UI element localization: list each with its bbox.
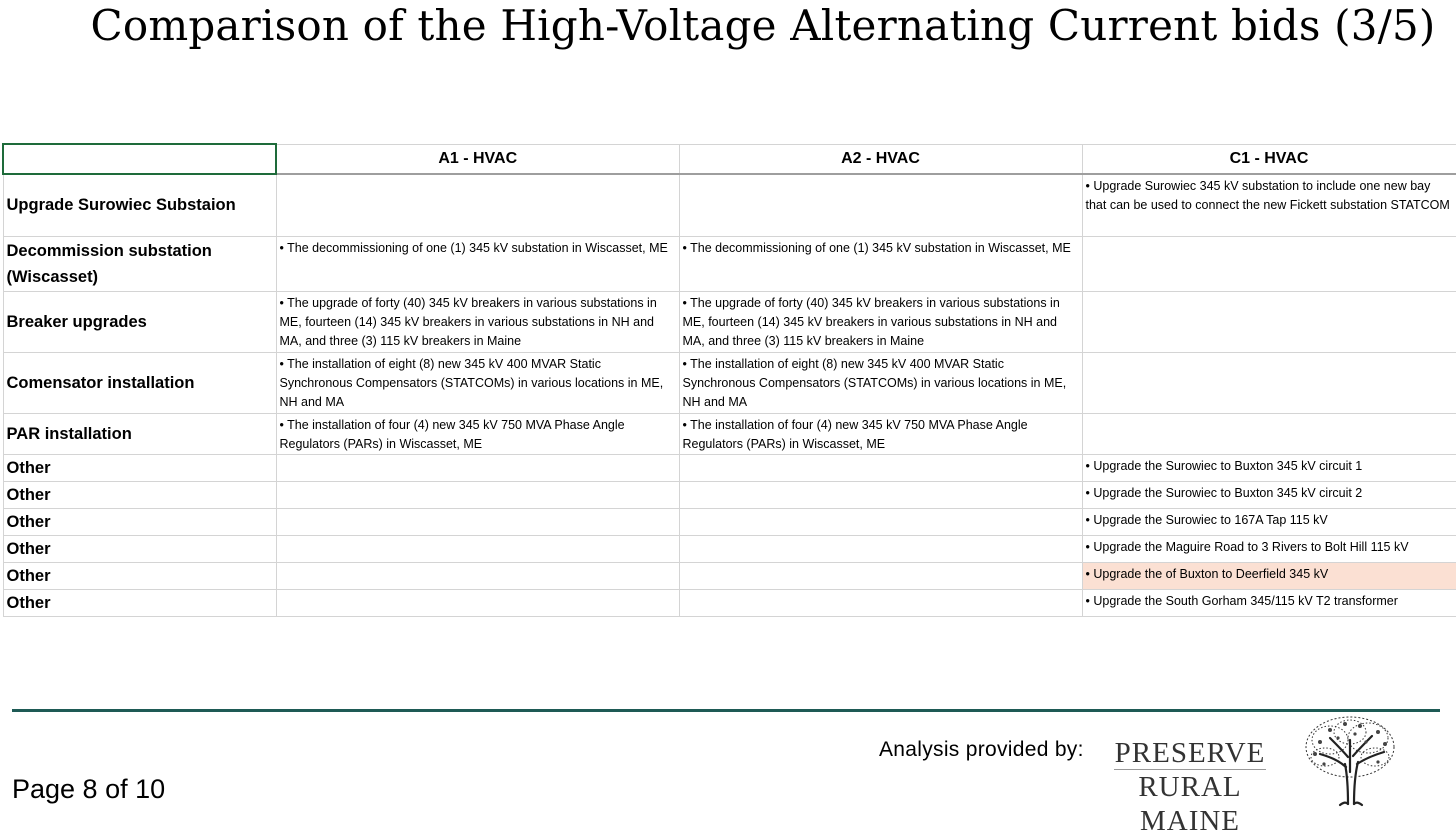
cell-a2[interactable]: • The installation of four (4) new 345 kV 750 MVA Phase Angle Regulators (PARs) in Wiscasset, ME: [679, 413, 1082, 454]
corner-cell[interactable]: [3, 144, 276, 174]
table-row: [3, 236, 1456, 291]
table-row: [3, 508, 1456, 535]
table-row: [3, 352, 1456, 413]
logo-line-2: RURAL MAINE: [1138, 771, 1242, 837]
header-row: [3, 144, 1456, 174]
cell-a2[interactable]: [679, 508, 1082, 535]
cell-a2[interactable]: [679, 589, 1082, 616]
row-label[interactable]: Comensator installation: [3, 352, 276, 413]
cell-a1[interactable]: [276, 535, 679, 562]
table-row: [3, 174, 1456, 236]
cell-a2[interactable]: • The upgrade of forty (40) 345 kV breakers in various substations in ME, fourteen (14) 345 kV breakers in various substations in NH and MA, and three (3) 115 kV breakers in Maine: [679, 291, 1082, 352]
cell-c1[interactable]: [1082, 352, 1456, 413]
row-label[interactable]: PAR installation: [3, 413, 276, 454]
cell-c1[interactable]: • Upgrade the Surowiec to Buxton 345 kV circuit 1: [1082, 454, 1456, 481]
cell-c1[interactable]: [1082, 413, 1456, 454]
cell-a2[interactable]: • The decommissioning of one (1) 345 kV substation in Wiscasset, ME: [679, 236, 1082, 291]
cell-a1[interactable]: [276, 589, 679, 616]
cell-c1[interactable]: • Upgrade the Maguire Road to 3 Rivers to Bolt Hill 115 kV: [1082, 535, 1456, 562]
table-row: [3, 589, 1456, 616]
header-c1[interactable]: C1 - HVAC: [1082, 144, 1456, 174]
header-a2[interactable]: A2 - HVAC: [679, 144, 1082, 174]
cell-a2[interactable]: [679, 535, 1082, 562]
row-label[interactable]: Other: [3, 535, 276, 562]
row-label[interactable]: Breaker upgrades: [3, 291, 276, 352]
page-number: Page 8 of 10: [12, 774, 166, 804]
logo-line-1: PRESERVE: [1114, 737, 1266, 769]
cell-c1[interactable]: • Upgrade the Surowiec to 167A Tap 115 kV: [1082, 508, 1456, 535]
cell-a1[interactable]: • The upgrade of forty (40) 345 kV breakers in various substations in ME, fourteen (14) 345 kV breakers in various substations in NH and MA, and three (3) 115 kV breakers in Maine: [276, 291, 679, 352]
cell-a2[interactable]: [679, 562, 1082, 589]
cell-a2[interactable]: [679, 174, 1082, 236]
row-label[interactable]: Upgrade Surowiec Substaion: [3, 174, 276, 236]
row-label[interactable]: Other: [3, 562, 276, 589]
table-row: [3, 535, 1456, 562]
cell-a1[interactable]: • The decommissioning of one (1) 345 kV substation in Wiscasset, ME: [276, 236, 679, 291]
cell-a2[interactable]: • The installation of eight (8) new 345 kV 400 MVAR Static Synchronous Compensators (STATCOMs) in various locations in ME, NH and MA: [679, 352, 1082, 413]
cell-a1[interactable]: • The installation of four (4) new 345 kV 750 MVA Phase Angle Regulators (PARs) in Wiscasset, ME: [276, 413, 679, 454]
row-label[interactable]: Other: [3, 508, 276, 535]
table-row: [3, 562, 1456, 589]
table-row: [3, 481, 1456, 508]
cell-c1[interactable]: • Upgrade the Surowiec to Buxton 345 kV circuit 2: [1082, 481, 1456, 508]
page-title: Comparison of the High-Voltage Alternating Current bids (3/5): [90, 1, 1436, 50]
table-row: [3, 454, 1456, 481]
row-label[interactable]: Other: [3, 589, 276, 616]
cell-a2[interactable]: [679, 481, 1082, 508]
analysis-label: Analysis provided by:: [879, 738, 1084, 761]
table-row: [3, 291, 1456, 352]
cell-a2[interactable]: [679, 454, 1082, 481]
cell-c1[interactable]: • Upgrade the South Gorham 345/115 kV T2 transformer: [1082, 589, 1456, 616]
cell-c1[interactable]: • Upgrade Surowiec 345 kV substation to include one new bay that can be used to connect the new Fickett substation STATCOM: [1082, 174, 1456, 236]
cell-c1[interactable]: [1082, 291, 1456, 352]
cell-a1[interactable]: • The installation of eight (8) new 345 kV 400 MVAR Static Synchronous Compensators (STATCOMs) in various locations in ME, NH and MA: [276, 352, 679, 413]
cell-a1[interactable]: [276, 481, 679, 508]
oak-tree-icon: [1300, 712, 1400, 807]
cell-a1[interactable]: [276, 562, 679, 589]
cell-a1[interactable]: [276, 508, 679, 535]
table-row: [3, 413, 1456, 454]
cell-a1[interactable]: [276, 174, 679, 236]
row-label[interactable]: Decommission substation (Wiscasset): [3, 236, 276, 291]
cell-a1[interactable]: [276, 454, 679, 481]
row-label[interactable]: Other: [3, 454, 276, 481]
comparison-table: [2, 143, 1456, 617]
footer-divider: [12, 709, 1440, 712]
row-label[interactable]: Other: [3, 481, 276, 508]
preserve-rural-maine-logo-text: [1090, 737, 1290, 838]
header-a1[interactable]: A1 - HVAC: [276, 144, 679, 174]
cell-c1[interactable]: [1082, 236, 1456, 291]
cell-c1-highlighted[interactable]: • Upgrade the of Buxton to Deerfield 345 kV: [1082, 562, 1456, 589]
